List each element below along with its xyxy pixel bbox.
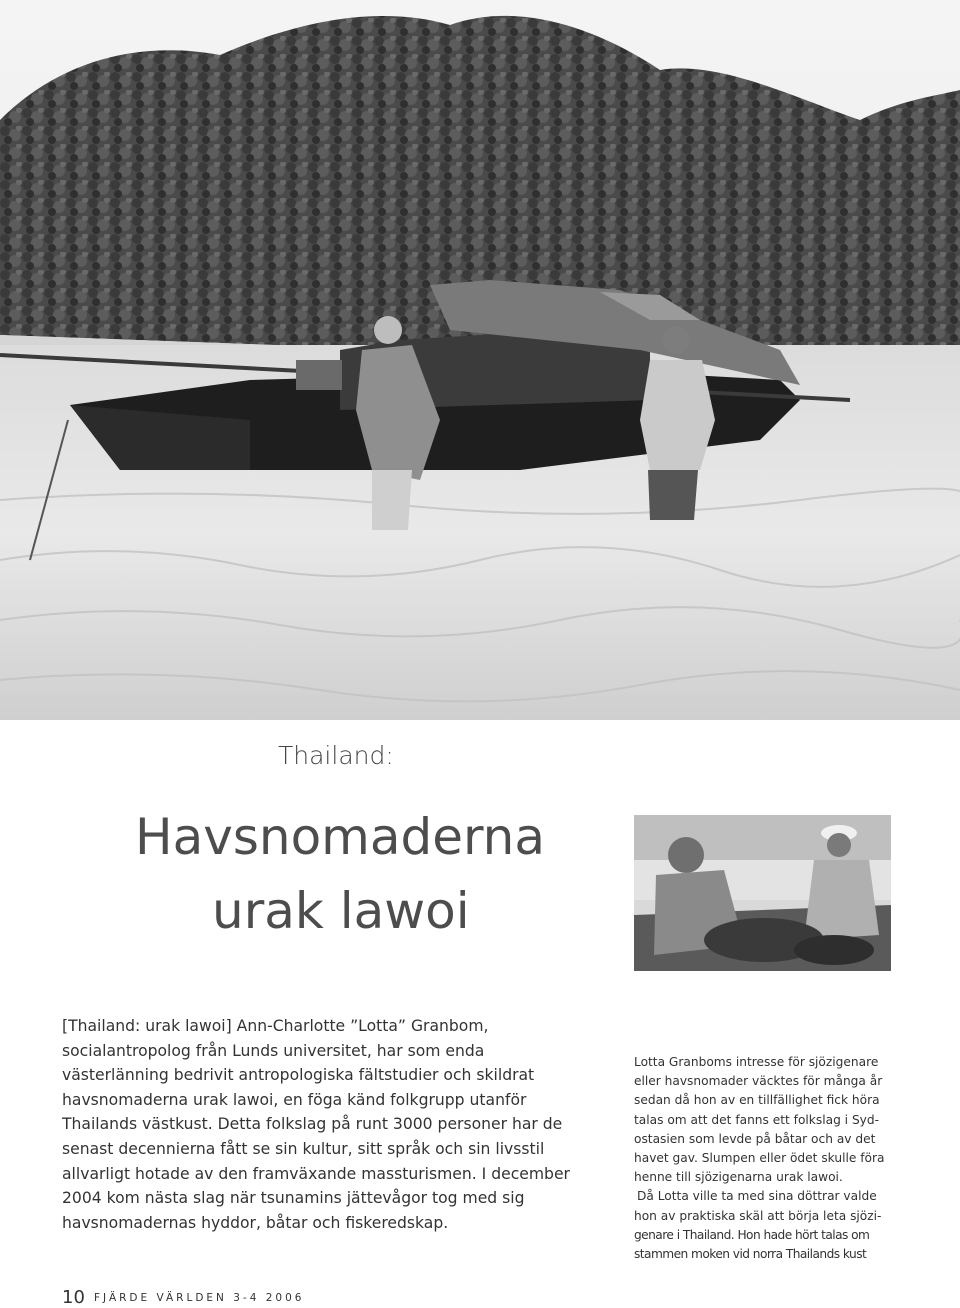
- body-line: henne till sjözigenarna urak lawoi.: [634, 1170, 843, 1185]
- body-line: talas om att det fanns ett folkslag i Syd-: [634, 1112, 880, 1127]
- article-kicker: Thailand:: [278, 741, 394, 770]
- body-column: [634, 1053, 902, 1264]
- article-title-line-2: urak lawoi: [212, 882, 470, 940]
- lead-line: havsnomaderna urak lawoi, en föga känd folkgrupp utanför: [62, 1090, 527, 1109]
- lead-line: allvarligt hotade av den framväxande massturismen. I december: [62, 1164, 570, 1183]
- lead-line: havsnomadernas hyddor, båtar och fiskeredskap.: [62, 1213, 449, 1232]
- inset-photo: [634, 815, 891, 971]
- body-line: genare i Thailand. Hon hade hört talas om: [634, 1227, 870, 1242]
- body-line: havet gav. Slumpen eller ödet skulle föra: [634, 1151, 885, 1166]
- body-line: Lotta Granboms intresse för sjözigenare: [634, 1055, 879, 1069]
- page-footer: [62, 1287, 304, 1308]
- body-line: eller havsnomader väcktes för många år: [634, 1074, 883, 1089]
- lead-line: [Thailand: urak lawoi] Ann-Charlotte ”Lotta” Granbom,: [62, 1017, 489, 1035]
- body-line: stammen moken vid norra Thailands kust: [634, 1247, 867, 1262]
- magazine-name: FJÄRDE VÄRLDEN 3-4 2006: [94, 1291, 305, 1304]
- body-line: Då Lotta ville ta med sina döttrar valde: [637, 1189, 877, 1204]
- lead-line: 2004 kom nästa slag när tsunamins jättevågor tog med sig: [62, 1189, 525, 1208]
- body-line: ostasien som levde på båtar och av det: [634, 1131, 876, 1146]
- body-line: hon av praktiska skäl att börja leta sjözi-: [634, 1208, 882, 1223]
- lead-line: socialantropolog från Lunds universitet, har som enda: [62, 1041, 485, 1060]
- lead-line: Thailands västkust. Detta folkslag på runt 3000 personer har de: [62, 1115, 563, 1134]
- body-line: sedan då hon av en tillfällighet fick höra: [634, 1093, 880, 1108]
- lead-paragraph: [62, 1014, 602, 1235]
- article-title-line-1: Havsnomaderna: [135, 808, 546, 866]
- page-number: 10: [62, 1287, 85, 1308]
- lead-line: senast decennierna fått se sin kultur, sitt språk och sin livsstil: [62, 1139, 545, 1158]
- lead-line: västerlänning bedrivit antropologiska fältstudier och skildrat: [62, 1066, 535, 1085]
